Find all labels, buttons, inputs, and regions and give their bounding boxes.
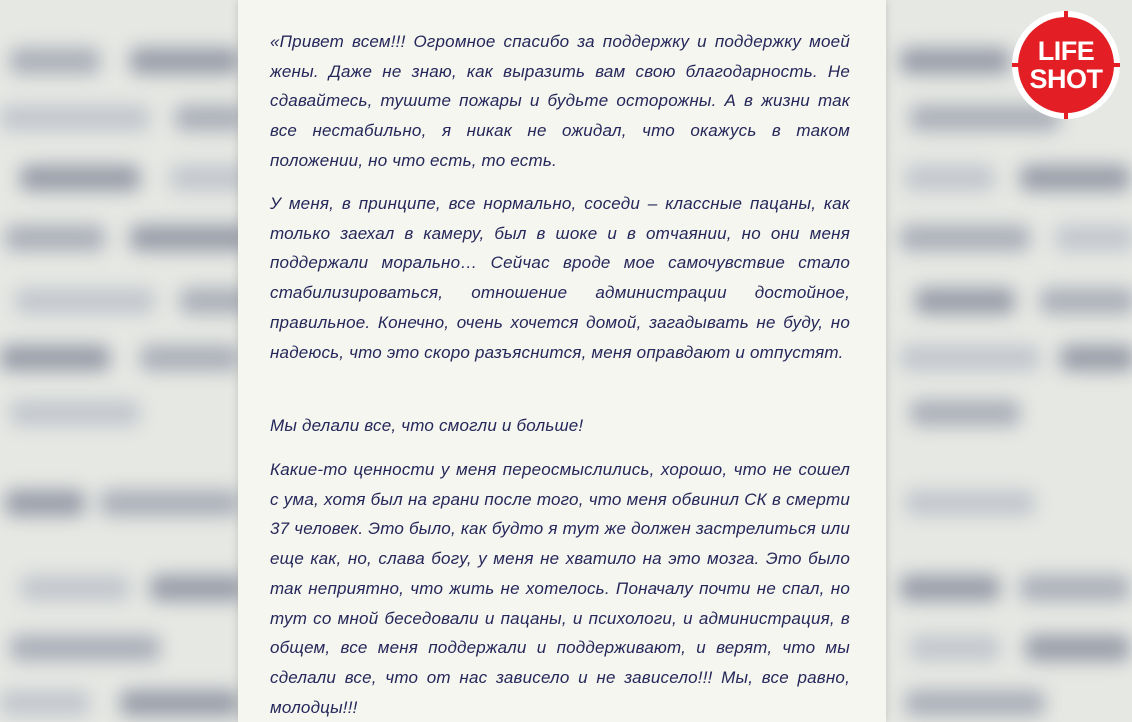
logo-text-life: LIFE xyxy=(1037,36,1095,66)
letter-paragraph-2: У меня, в принципе, все нормально, соседи – классные пацаны, как только заехал в камеру, был в шоке и в отчаянии, но они меня поддержали морально… Сейчас вроде мое самочувствие стало стабилизироваться, отношение администрации достойное, правильное. Конечно, очень хочется домой, загадывать не буду, но надеюсь, что это скоро разъяснится, меня оправдают и отпустят. xyxy=(270,194,850,362)
logo-text-shot: SHOT xyxy=(1029,64,1103,94)
letter-paragraph-1: «Привет всем!!! Огромное спасибо за поддержку и поддержку моей жены. Даже не знаю, как выразить вам свою благодарность. Не сдавайтесь, тушите пожары и будьте осторожны. А в жизни так все нестабильно, я никак не ожидал, что окажусь в таком положении, но что есть, то есть. xyxy=(270,32,850,170)
letter-page xyxy=(238,0,886,722)
letter-paragraph-3: Мы делали все, что смогли и больше! xyxy=(270,416,584,435)
letter-paragraph-4: Какие-то ценности у меня переосмыслились, хорошо, что не сошел с ума, хотя был на грани после того, что меня обвинил СК в смерти 37 человек. Это было, как будто я тут же должен застрелиться или еще как, но, слава богу, у меня не хватило на это мозга. Это было так неприятно, что жить не хотелось. Поначалу почти не спал, но тут со мной беседовали и пацаны, и психологи, и администрация, в общем, все меня поддержали и поддерживают, и верят, что мы сделали все, что от нас зависело и не зависело!!! Мы, все равно, молодцы!!! xyxy=(270,460,850,717)
blurred-background-left xyxy=(0,0,250,722)
lifeshot-logo xyxy=(1011,10,1121,120)
